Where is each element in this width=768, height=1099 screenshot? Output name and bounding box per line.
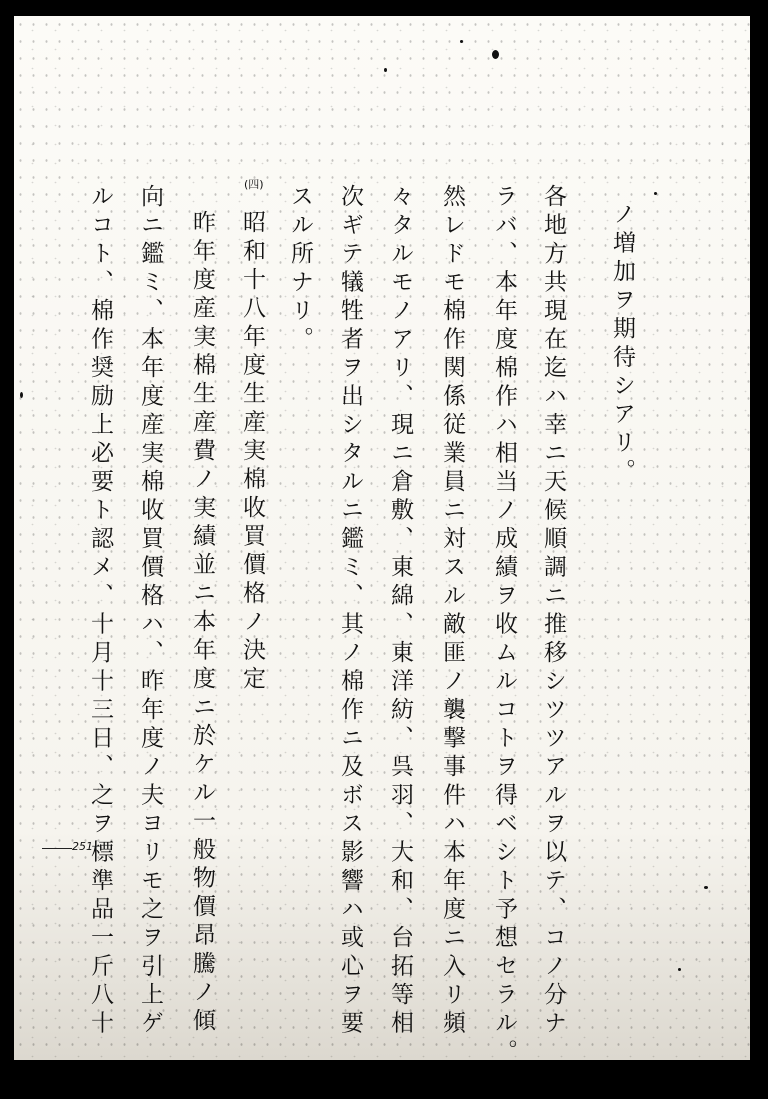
text-column-3: ラバ、本年度棉作ハ相当ノ成績ヲ收ムルコトヲ得ベシト予想セラル。 [491, 184, 517, 1068]
ink-speck [492, 50, 499, 59]
ink-speck [384, 68, 387, 72]
text-column-6: 次ギテ犠牲者ヲ出シタルニ鑑ミ、其ノ棉作ニ及ボス影響ハ或心ヲ要 [337, 184, 363, 1039]
ink-speck [678, 968, 681, 971]
text-column-11: ルコト、棉作奨励上必要ト認メ、十月十三日、之ヲ標準品一斤八十 [87, 184, 113, 1039]
text-column-7: スル所ナリ。 [287, 184, 313, 355]
ink-speck [20, 392, 23, 398]
page-number: 251 [72, 840, 93, 853]
ink-speck [704, 886, 708, 889]
ink-speck [654, 192, 657, 195]
text-column-8: 昭和十八年度生産実棉收買價格ノ決定 [239, 210, 265, 695]
margin-line [42, 848, 72, 849]
section-marker: (四) [244, 178, 264, 191]
text-column-1: ノ増加ヲ期待シアリ。 [609, 202, 635, 487]
text-column-10: 向ニ鑑ミ、本年度産実棉收買價格ハ、昨年度ノ夫ヨリモ之ヲ引上ゲ [137, 184, 163, 1039]
ink-speck [460, 40, 463, 43]
text-column-5: 々タルモノアリ、現ニ倉敷、東綿、東洋紡、呉羽、大和、台拓等相 [387, 184, 413, 1039]
text-column-9: 昨年度産実棉生産費ノ実績並ニ本年度ニ於ケル一般物價昂騰ノ傾 [189, 210, 215, 1037]
text-column-2: 各地方共現在迄ハ幸ニ天候順調ニ推移シツツアルヲ以テ、コノ分ナ [540, 184, 566, 1039]
text-column-4: 然レドモ棉作関係従業員ニ対スル敵匪ノ襲撃事件ハ本年度ニ入リ頻 [439, 184, 465, 1039]
document-page [14, 16, 750, 1068]
